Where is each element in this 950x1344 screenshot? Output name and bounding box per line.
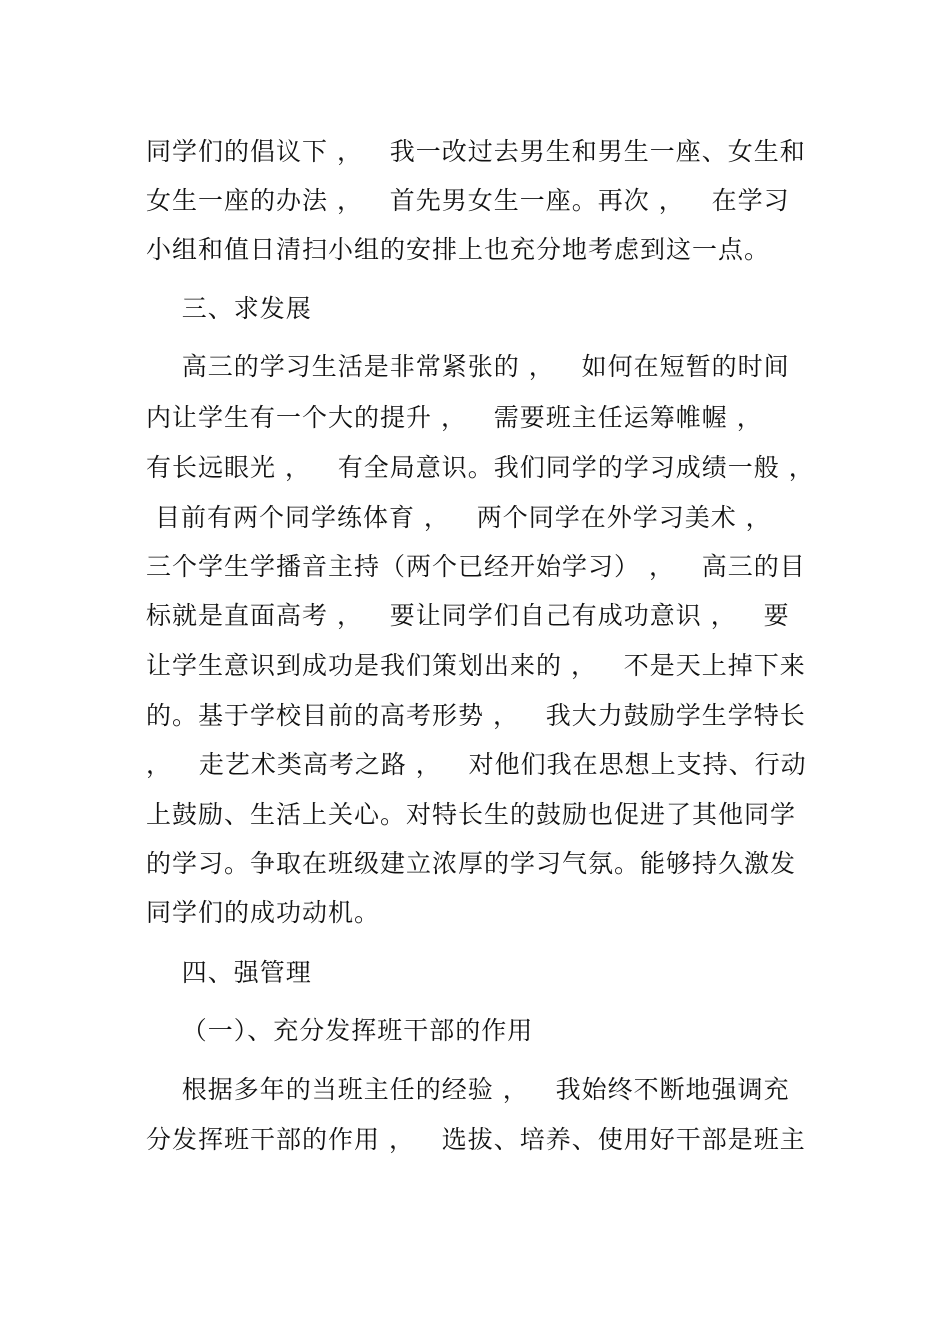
text-line: 小组和值日清扫小组的安排上也充分地考虑到这一点。	[146, 235, 771, 264]
text-line: 有长远眼光 ， 有全局意识。我们同学的学习成绩一般 ，	[146, 453, 815, 482]
section-heading: 四、强管理	[146, 958, 312, 987]
text-line: 根据多年的当班主任的经验 ， 我始终不断地强调充	[146, 1075, 790, 1104]
text-line: 内让学生有一个大的提升 ， 需要班主任运筹帷幄 ，	[146, 403, 763, 432]
text-line: 分发挥班干部的作用 ， 选拔、培养、使用好干部是班主	[146, 1125, 806, 1154]
text-line: 标就是直面高考 ， 要让同学们自己有成功意识 ， 要	[146, 601, 790, 630]
text-line: 上鼓励、生活上关心。对特长生的鼓励也促进了其他同学	[146, 800, 797, 829]
text-line: ， 走艺术类高考之路 ， 对他们我在思想上支持、行动	[146, 750, 807, 779]
text-line: 三个学生学播音主持（两个已经开始学习） ， 高三的目	[146, 552, 806, 581]
text-line: 高三的学习生活是非常紧张的 ， 如何在短暂的时间	[146, 352, 790, 381]
text-line: 的学习。争取在班级建立浓厚的学习气氛。能够持久激发	[146, 849, 797, 878]
text-line: 的。基于学校目前的高考形势 ， 我大力鼓励学生学特长	[146, 701, 806, 730]
section-heading: 三、求发展	[146, 294, 312, 323]
text-line: 同学们的成功动机。	[146, 898, 381, 927]
subsection-heading: （一）、充分发挥班干部的作用	[146, 1016, 534, 1045]
text-line: 目前有两个同学练体育 ， 两个同学在外学习美术 ，	[146, 503, 772, 532]
text-line: 女生一座的办法 ， 首先男女生一座。再次 ， 在学习	[146, 186, 790, 215]
text-line: 让学生意识到成功是我们策划出来的 ， 不是天上掉下来	[146, 651, 806, 680]
text-line: 同学们的倡议下 ， 我一改过去男生和男生一座、女生和	[146, 137, 806, 166]
